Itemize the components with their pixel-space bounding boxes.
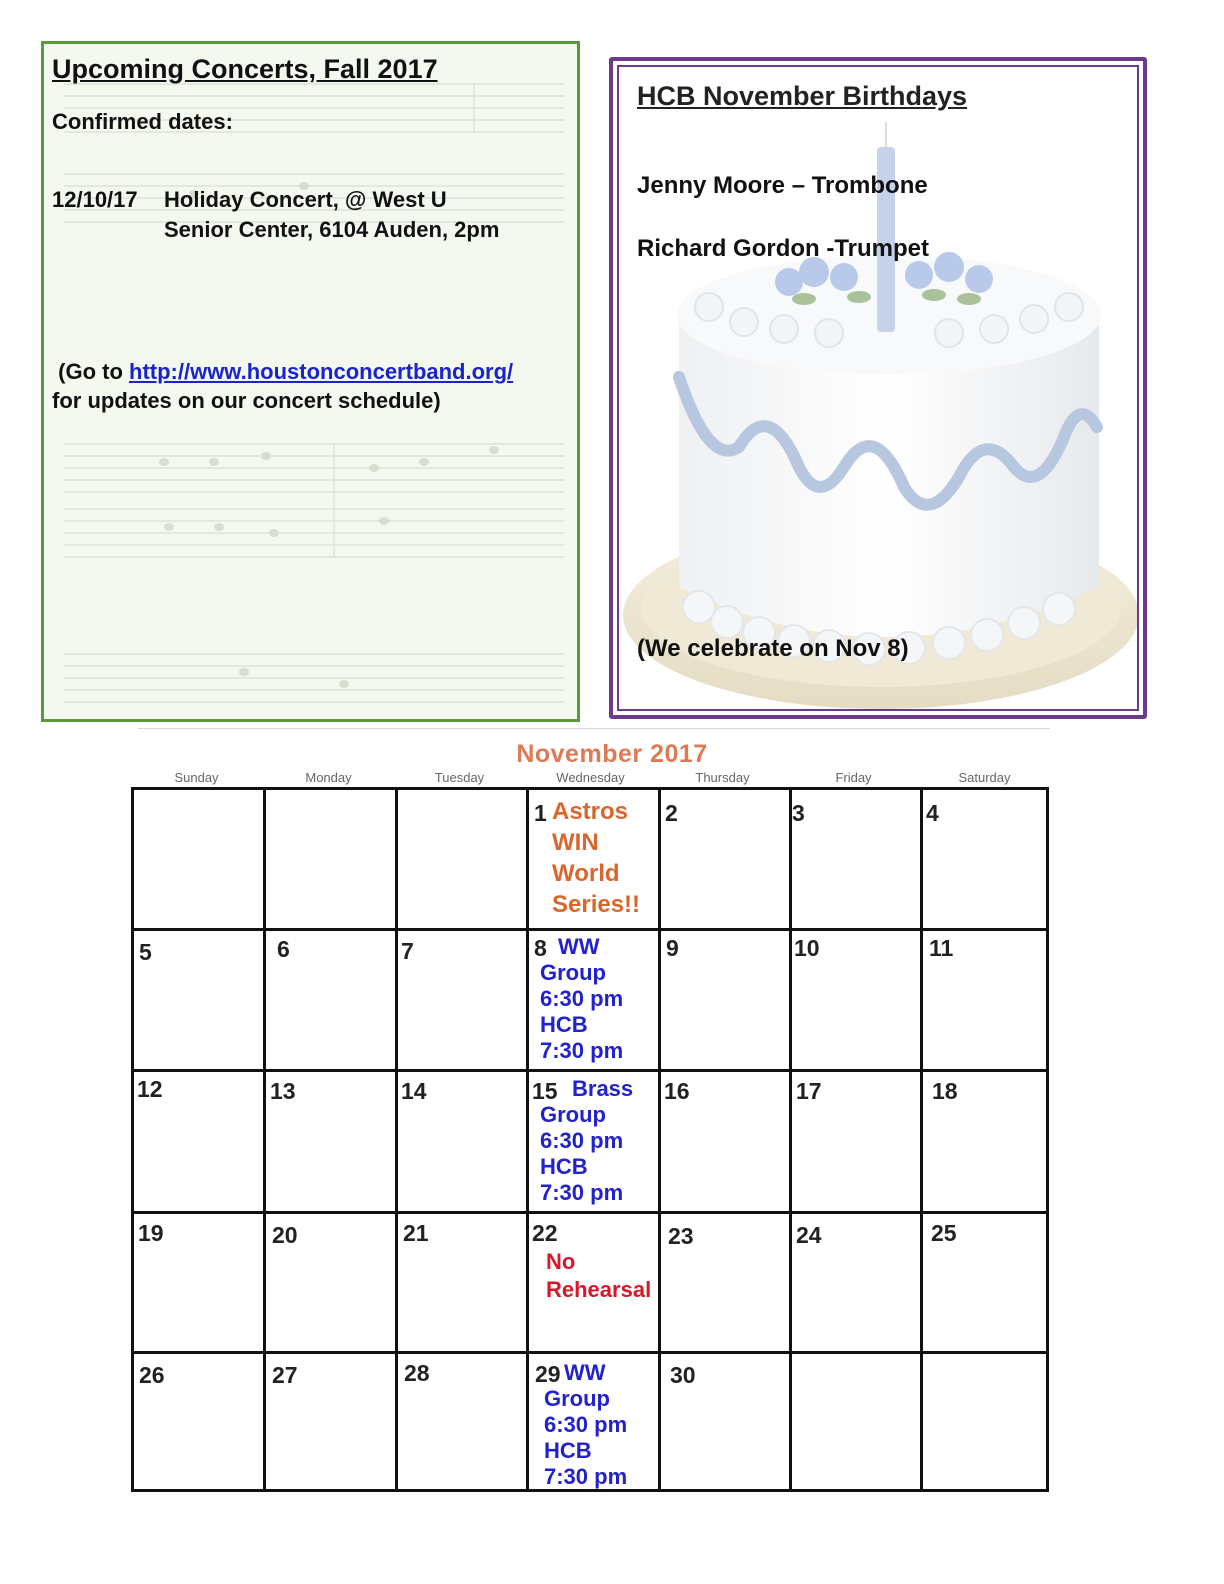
schedule-update-note	[52, 357, 569, 415]
day-1: 1	[534, 800, 547, 826]
day-5: 5	[139, 939, 152, 965]
day-12: 12	[137, 1076, 163, 1102]
weekday-header	[131, 770, 1049, 786]
day-10: 10	[794, 935, 820, 961]
concerts-title: Upcoming Concerts, Fall 2017	[52, 54, 438, 84]
weekday-friday: Friday	[835, 770, 872, 785]
birthday-name-1: Jenny Moore – Trombone	[637, 172, 928, 199]
calendar-divider	[138, 728, 1050, 729]
day-29: 29	[535, 1361, 561, 1387]
day-13: 13	[270, 1078, 296, 1104]
day-3: 3	[792, 800, 805, 826]
concert-line-1: Holiday Concert, @ West U	[164, 187, 447, 212]
birthday-cake-image	[619, 67, 1139, 711]
concert-description	[164, 185, 569, 245]
celebration-note: (We celebrate on Nov 8)	[637, 635, 909, 662]
day-25: 25	[931, 1220, 957, 1246]
weekday-wednesday: Wednesday	[556, 770, 625, 785]
day-20: 20	[272, 1222, 298, 1248]
day-6: 6	[277, 936, 290, 962]
birthdays-inner-border	[617, 65, 1139, 711]
day-22: 22	[532, 1220, 558, 1246]
day-9: 9	[666, 935, 679, 961]
day-30: 30	[670, 1362, 696, 1388]
birthdays-title: HCB November Birthdays	[637, 81, 968, 111]
event-ww-group-nov8: WW Group 6:30 pm HCB 7:30 pm	[540, 934, 624, 1063]
weekday-monday: Monday	[305, 770, 352, 785]
day-16: 16	[664, 1078, 690, 1104]
calendar-title: November 2017	[516, 740, 708, 768]
day-4: 4	[926, 800, 939, 826]
day-15: 15	[532, 1078, 558, 1104]
day-23: 23	[668, 1223, 694, 1249]
day-21: 21	[403, 1220, 429, 1246]
weekday-saturday: Saturday	[958, 770, 1011, 785]
website-link[interactable]: http://www.houstonconcertband.org/	[129, 359, 514, 384]
weekday-thursday: Thursday	[695, 770, 750, 785]
birthdays-panel	[609, 57, 1147, 719]
update-suffix: for updates on our concert schedule)	[52, 388, 441, 413]
update-prefix: (Go to	[58, 359, 129, 384]
event-brass-group-nov15: Brass Group 6:30 pm HCB 7:30 pm	[540, 1076, 634, 1205]
calendar-grid	[131, 787, 1049, 1492]
birthday-name-2: Richard Gordon -Trumpet	[637, 235, 930, 262]
day-17: 17	[796, 1078, 822, 1104]
day-18: 18	[932, 1078, 958, 1104]
day-26: 26	[139, 1362, 165, 1388]
weekday-tuesday: Tuesday	[434, 770, 485, 785]
day-27: 27	[272, 1362, 298, 1388]
event-astros: Astros WIN World Series!!	[552, 798, 641, 918]
concert-event	[52, 185, 569, 245]
event-no-rehearsal: No Rehearsal	[546, 1249, 652, 1302]
concert-line-2: Senior Center, 6104 Auden, 2pm	[164, 217, 500, 242]
day-11: 11	[929, 935, 954, 961]
upcoming-concerts-panel	[41, 41, 580, 722]
confirmed-dates-label: Confirmed dates:	[52, 109, 233, 134]
concert-date: 12/10/17	[52, 187, 138, 212]
day-2: 2	[665, 800, 678, 826]
day-14: 14	[401, 1078, 427, 1104]
day-8: 8	[534, 935, 547, 961]
day-19: 19	[138, 1220, 164, 1246]
day-28: 28	[404, 1360, 430, 1386]
day-7: 7	[401, 938, 414, 964]
day-24: 24	[796, 1222, 822, 1248]
weekday-sunday: Sunday	[174, 770, 219, 785]
event-ww-group-nov29: WW Group 6:30 pm HCB 7:30 pm	[544, 1360, 628, 1489]
